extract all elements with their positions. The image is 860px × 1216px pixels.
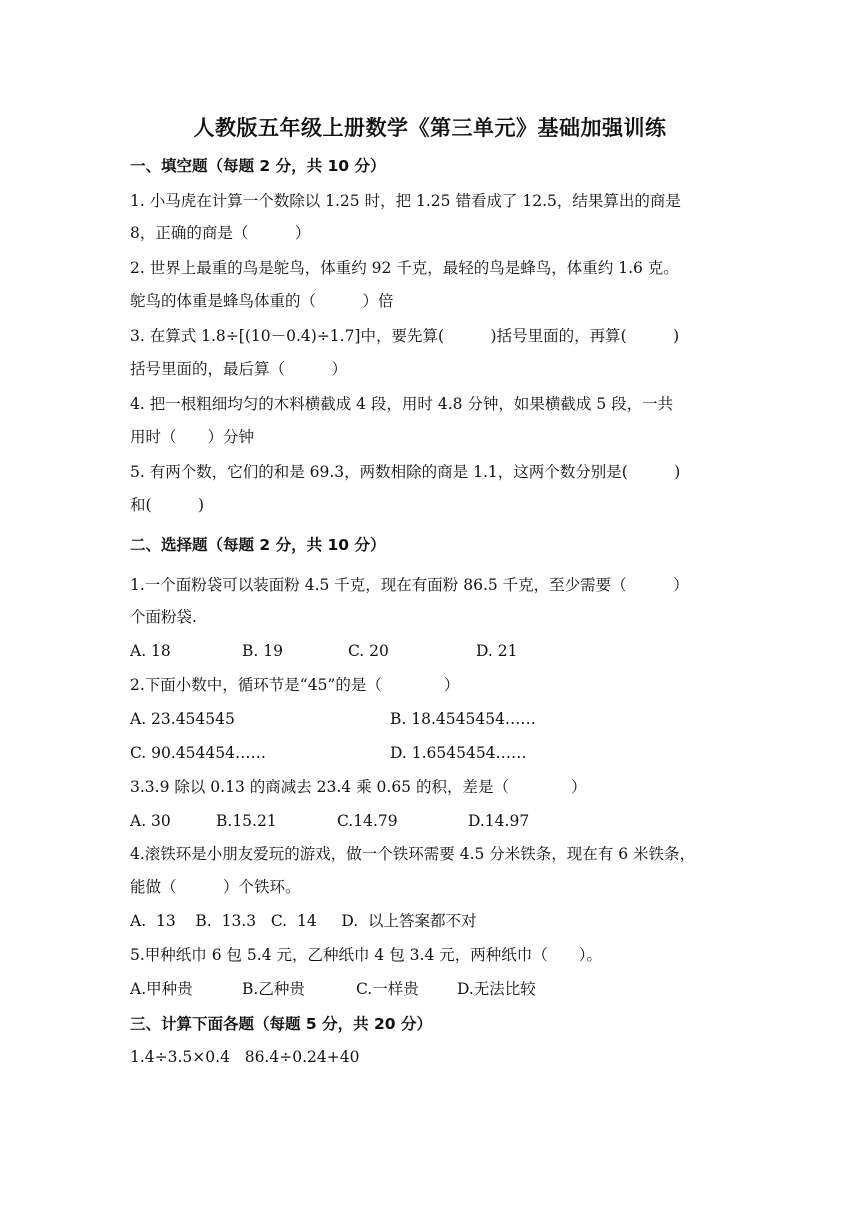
option-d: D.14.97 [468,812,530,830]
question-line: 1. 小马虎在计算一个数除以 1.25 时，把 1.25 错看成了 12.5，结果算出的商是 [130,192,681,210]
question-line: 2.下面小数中，循环节是“45”的是（ ） [130,676,460,694]
question-line: 1.一个面粉袋可以装面粉 4.5 千克，现在有面粉 86.5 千克，至少需要（ ） [130,576,689,594]
page-title: 人教版五年级上册数学《第三单元》基础加强训练 [193,116,667,140]
option-b: B. 18.4545454…… [390,710,536,728]
section-heading-fill-in: 一、填空题（每题 2 分，共 10 分） [130,157,386,175]
option-b: B.乙种贵 [242,980,305,998]
option-c: C. 20 [348,642,389,660]
option-d: D.无法比较 [457,980,536,998]
question-line: 2. 世界上最重的鸟是鸵鸟，体重约 92 千克，最轻的鸟是蜂鸟，体重约 1.6 克。 [130,259,679,277]
option-a: A. 18 [130,642,171,660]
option-b: B.15.21 [216,812,277,830]
question-line: 5.甲种纸巾 6 包 5.4 元，乙种纸巾 4 包 3.4 元，两种纸巾（ ）。 [130,946,602,964]
question-line: 和( ) [130,496,205,514]
option-d: D. 21 [476,642,518,660]
section-heading-multiple-choice: 二、选择题（每题 2 分，共 10 分） [130,536,386,554]
option-a: A. 30 [130,812,171,830]
question-line: 5. 有两个数，它们的和是 69.3，两数相除的商是 1.1，这两个数分别是( ) [130,463,681,481]
option-a: A.甲种贵 [130,980,193,998]
options-line: A. 13 B. 13.3 C. 14 D. 以上答案都不对 [130,912,477,930]
question-line: 鸵鸟的体重是蜂鸟体重的（ ）倍 [130,292,394,310]
question-line: 能做（ ）个铁环。 [130,878,301,896]
question-line: 括号里面的，最后算（ ） [130,360,348,378]
question-line: 3.3.9 除以 0.13 的商减去 23.4 乘 0.65 的积，差是（ ） [130,778,587,796]
question-line: 4. 把一根粗细均匀的木料横截成 4 段，用时 4.8 分钟，如果横截成 5 段，一共 [130,395,674,413]
question-line: 个面粉袋. [130,608,197,626]
question-line: 1.4÷3.5×0.4 86.4÷0.24+40 [130,1048,360,1066]
question-line: 用时（ ）分钟 [130,428,255,446]
option-c: C.一样贵 [356,980,419,998]
question-line: 8，正确的商是（ ） [130,224,311,242]
question-line: 3. 在算式 1.8÷[(10－0.4)÷1.7]中，要先算( )括号里面的，再算( ) [130,327,680,345]
option-c: C.14.79 [337,812,398,830]
option-a: A. 23.454545 [130,710,235,728]
option-b: B. 19 [242,642,283,660]
option-c: C. 90.454454…… [130,744,266,762]
section-heading-calculation: 三、计算下面各题（每题 5 分，共 20 分） [130,1015,432,1033]
option-d: D. 1.6545454…… [390,744,527,762]
question-line: 4.滚铁环是小朋友爱玩的游戏，做一个铁环需要 4.5 分米铁条，现在有 6 米铁条， [130,845,696,863]
